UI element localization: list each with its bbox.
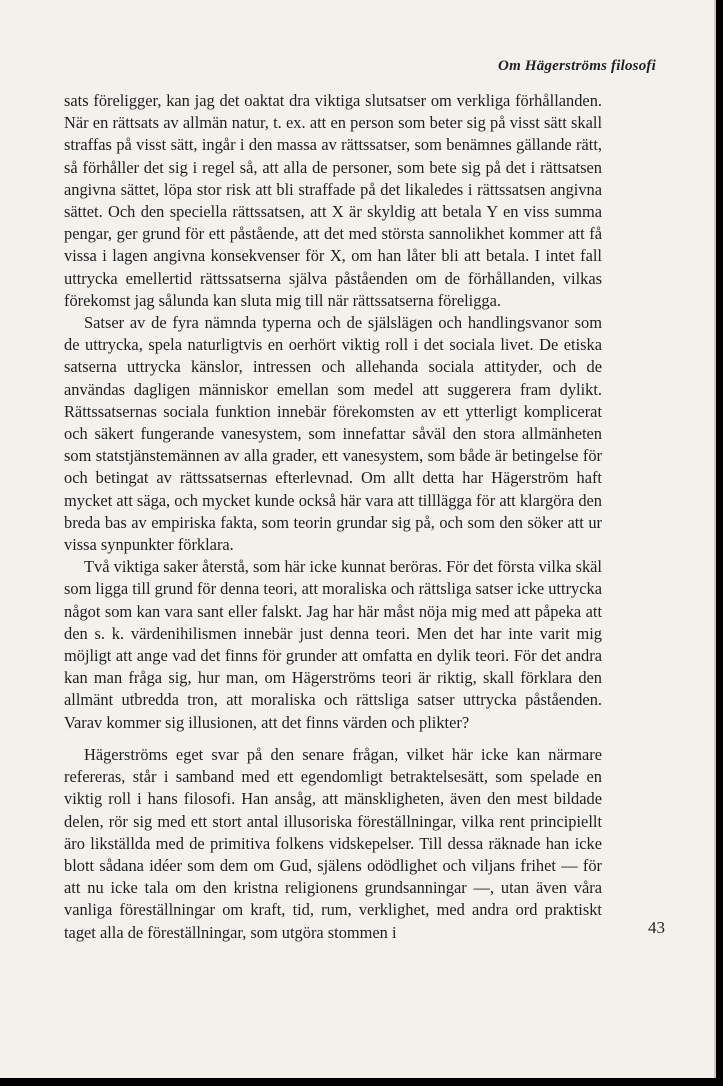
scan-bottom-edge <box>0 1078 723 1086</box>
paragraph-1: sats föreligger, kan jag det oaktat dra viktiga slutsatser om verkliga förhållanden. När en rättsats av allmän natur, t. ex. att en person som beter sig på visst sätt skall straffas på visst sätt, ingår i den massa av rättssatser, som benämnes gällande rätt, så förhåller det sig i regel så, att alla de personer, som bete sig på det i rättsatsen angivna sättet, löpa stor risk att bli straffade på det likaledes i rättssatsen angivna sättet. Och den speciella rättssatsen, att X är skyldig att betala Y en viss summa pengar, ger grund för ett påstående, att det med största sannolikhet kommer att få vissa i lagen angivna konsekvenser för X, om han låter bli att betala. I intet fall uttrycka emellertid rättssatserna själva påståenden om de förhållanden, vilkas förekomst jag sålunda kan sluta mig till när rättssatserna föreligga. <box>64 91 602 310</box>
paragraph-3: Två viktiga saker återstå, som här icke kunnat beröras. För det första vilka skäl som ligga till grund för denna teori, att moraliska och rättsliga satser icke uttrycka något som kan vara sant eller falskt. Jag har här måst nöja mig med att påpeka att den s. k. värdenihilismen innebär just denna teori. Men det har inte varit mig möjligt att ange vad det finns för grunder att omfatta en dylik teori. För det andra kan man fråga sig, hur man, om Hägerströms teori är riktig, skall förklara den allmänt utbredda tron, att moraliska och rättsliga satser uttrycka påståenden. Varav kommer sig illusionen, att det finns värden och plikter? <box>64 557 603 732</box>
paragraph-2: Satser av de fyra nämnda typerna och de själslägen och handlingsvanor som de uttrycka, spela naturligtvis en oerhört viktig roll i det sociala livet. De etiska satserna uttrycka känslor, intressen och allehanda sociala attityder, och de användas dagligen människor emellan som medel att suggerera fram dylikt. Rättssatsernas sociala funktion innebär förekomsten av ett ytterligt komplicerat och säkert fungerande vanesystem, som innefattar såväl den stora allmänheten som statstjänstemännen av alla grader, ett vanesystem, som både är betingelse för och betingat av rättssatsernas efterlevnad. Om allt detta har Hägerström haft mycket att säga, och mycket kunde också här vara att tilllägga för att klargöra den breda bas av empiriska fakta, som teorin grundar sig på, och som den söker att ur vissa synpunkter förklara. <box>64 313 602 555</box>
page-number: 43 <box>648 918 665 937</box>
paragraph-4: Hägerströms eget svar på den senare frågan, vilket här icke kan närmare refereras, står i samband med ett egendomligt betraktelsesätt, som spelade en viktig roll i hans filosofi. Han ansåg, att mänskligheten, även den mest bildade delen, rör sig med ett stort antal illusoriska föreställningar, vilka rent principiellt äro likställda med de primitiva folkens vidskepelser. Till dessa räknade han icke blott sådana idéer som dem om Gud, själens odödlighet och viljans frihet — för att nu icke tala om den kristna religionens grundsanningar —, utan även våra vanliga föreställningar om kraft, tid, rum, verklighet, med andra ord praktiskt taget alla de föreställningar, som utgöra stommen i <box>64 744 602 942</box>
body-text <box>64 90 602 944</box>
running-header: Om Hägerströms filosofi <box>498 58 656 74</box>
